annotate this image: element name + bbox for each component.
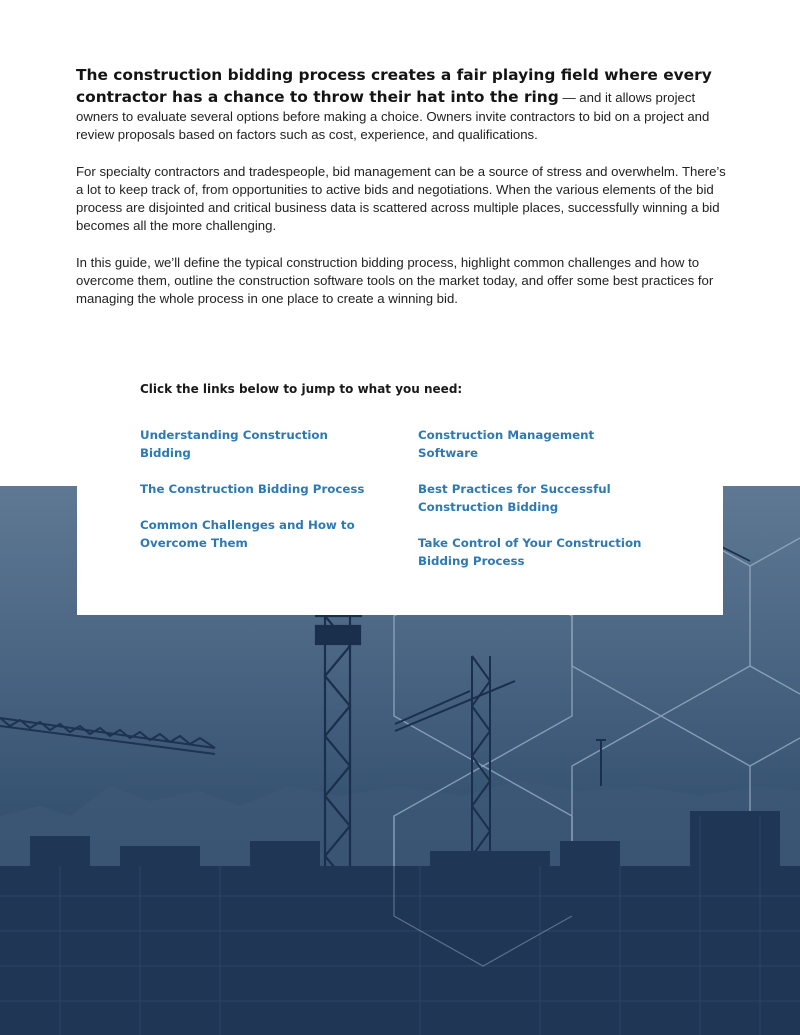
toc-link-construction-management-software[interactable]: Construction Management Software <box>418 428 595 460</box>
intro-paragraph-2: For specialty contractors and tradespeople, bid management can be a source of stress and overwhelm. There’s a lot to keep track of, from opportunities to active bids and negotiations. When the various elements of the bid process are disjointed and critical business data is scattered across multiple places, successfully winning a bid becomes all the more challenging. <box>76 163 726 234</box>
toc-heading: Click the links below to jump to what you need: <box>140 382 463 396</box>
toc-link-construction-bidding-process[interactable]: The Construction Bidding Process <box>140 482 365 496</box>
toc-link-common-challenges[interactable]: Common Challenges and How to Overcome Them <box>140 518 355 550</box>
intro-section <box>76 64 726 327</box>
toc-link-take-control[interactable]: Take Control of Your Construction Bidding Process <box>418 536 642 568</box>
toc-left-column <box>140 426 380 570</box>
lead-sentence: The construction bidding process creates a fair playing field where every contractor has a chance to throw their hat into the ring <box>76 66 712 106</box>
intro-paragraph-3: In this guide, we’ll define the typical construction bidding process, highlight common challenges and how to overcome them, outline the construction software tools on the market today, and offer some best practices for managing the whole process in one place to create a winning bid. <box>76 254 714 307</box>
intro-paragraph-1 <box>76 64 726 145</box>
toc-link-best-practices[interactable]: Best Practices for Successful Construction Bidding <box>418 482 611 514</box>
table-of-contents-card <box>77 356 723 615</box>
toc-link-understanding-construction-bidding[interactable]: Understanding Construction Bidding <box>140 428 328 460</box>
lead-continuation: — and it allows project owners to evaluate several options before making a choice. Owners invite contractors to bid on a project and review proposals based on factors such as cost, experience, and qualifications. <box>76 90 710 143</box>
toc-right-column <box>418 426 658 588</box>
